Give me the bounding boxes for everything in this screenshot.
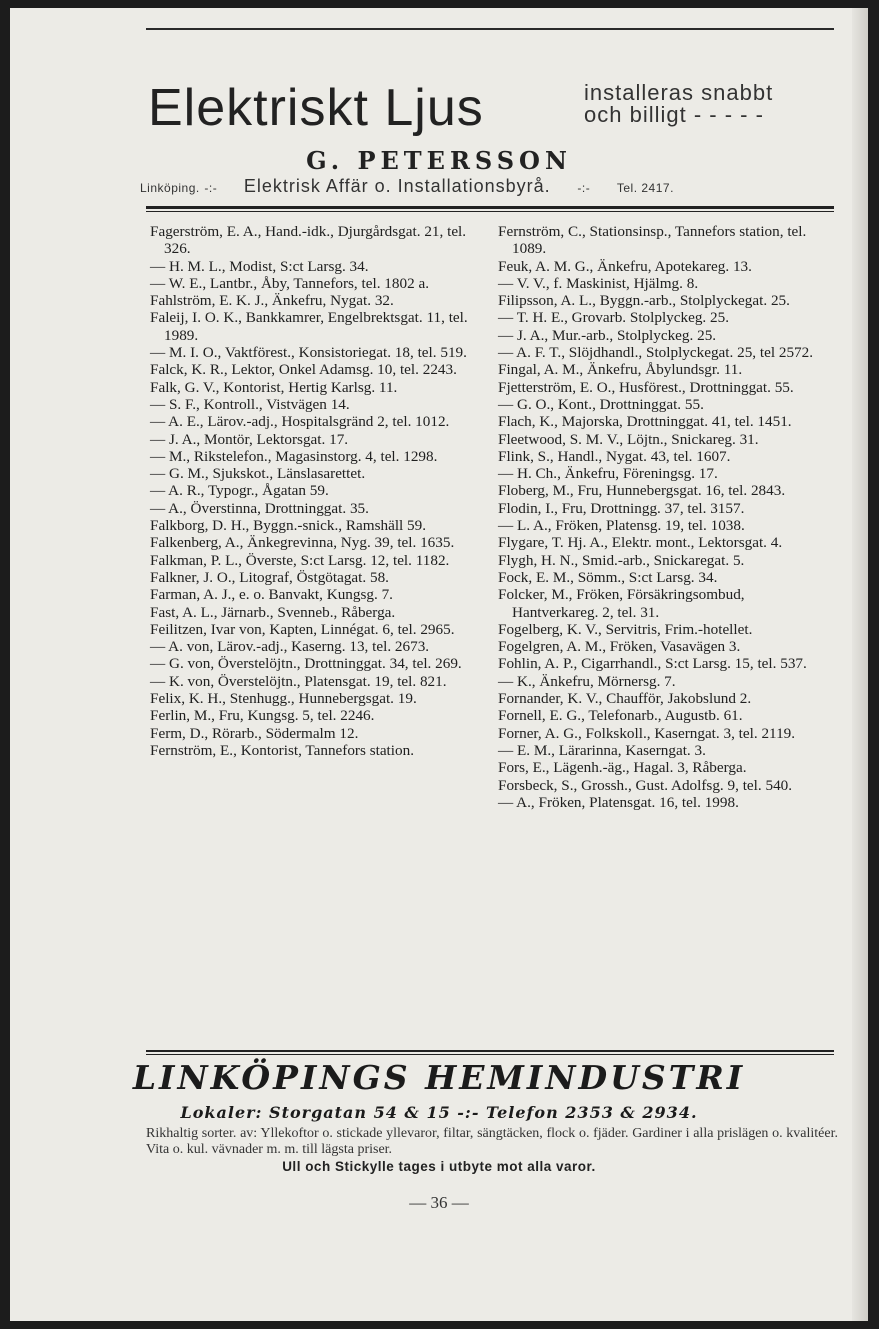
directory-entry: Fors, E., Lägenh.-äg., Hagal. 3, Råberga. <box>498 759 747 777</box>
hemindustri-subtitle: Lokaler: Storgatan 54 & 15 -:- Telefon 2353 & 2934. <box>180 1103 698 1122</box>
directory-entry: — E. M., Lärarinna, Kaserngat. 3. <box>498 741 706 759</box>
bottom-rule-thick <box>146 1050 834 1052</box>
directory-entry: Fingal, A. M., Änkefru, Åbylundsgr. 11. <box>498 361 743 379</box>
bottom-rule-thin <box>146 1054 834 1055</box>
directory-entry: Fernström, C., Stationsinsp., Tannefors station, tel. 1089. <box>498 223 807 258</box>
directory-entry: — H. M. L., Modist, S:ct Larsg. 34. <box>150 257 369 275</box>
directory-entry: Fleetwood, S. M. V., Löjtn., Snickareg. 31. <box>498 430 759 448</box>
directory-entry: Ferm, D., Rörarb., Södermalm 12. <box>150 724 359 742</box>
hemindustri-title: LINKÖPINGS HEMINDUSTRI <box>132 1058 746 1097</box>
directory-entry: — M., Rikstelefon., Magasinstorg. 4, tel. 1298. <box>150 447 438 465</box>
directory-entry: — L. A., Fröken, Platensg. 19, tel. 1038. <box>498 517 745 535</box>
ad-telephone: Tel. 2417. <box>616 181 674 195</box>
directory-entry: — A., Fröken, Platensgat. 16, tel. 1998. <box>498 793 739 811</box>
directory-entry: Filipsson, A. L., Byggn.-arb., Stolplyckegat. 25. <box>498 292 790 310</box>
directory-entry: Flach, K., Majorska, Drottninggat. 41, tel. 1451. <box>498 413 792 431</box>
ad-title-big: Elektriskt Ljus <box>148 79 484 137</box>
right-directory-column <box>498 223 834 811</box>
directory-entry: Fagerström, E. A., Hand.-idk., Djurgårdsgat. 21, tel. 326. <box>150 223 467 258</box>
ad-company-name: G. PETERSSON <box>306 146 572 175</box>
directory-entry: — A. von, Lärov.-adj., Kaserng. 13, tel. 2673. <box>150 638 430 656</box>
directory-entry: Falk, G. V., Kontorist, Hertig Karlsg. 11. <box>150 378 398 396</box>
page-edge-shadow <box>852 8 868 1321</box>
left-directory-column <box>150 223 486 759</box>
ad-title-small-line1: installeras snabbt <box>584 80 774 105</box>
directory-entry: — A. E., Lärov.-adj., Hospitalsgränd 2, tel. 1012. <box>150 413 450 431</box>
directory-page <box>10 8 868 1321</box>
directory-entry: Falkner, J. O., Litograf, Östgötagat. 58. <box>150 568 389 586</box>
directory-entry: — G. von, Överstelöjtn., Drottninggat. 34, tel. 269. <box>150 655 462 673</box>
hemindustri-description: Rikhaltig sorter. av: Yllekoftor o. stickade yllevaror, filtar, sängtäcken, flock o. fjäder. Gardiner i alla prislägen o. kvalitéer. Vita o. kul. vävnader m. m. till lägsta priser. <box>146 1126 838 1157</box>
directory-entry: Feuk, A. M. G., Änkefru, Apotekareg. 13. <box>498 257 752 275</box>
ad-firm: Elektrisk Affär o. Installationsbyrå. <box>243 176 551 196</box>
directory-entry: — M. I. O., Vaktförest., Konsistoriegat. 18, tel. 519. <box>150 344 467 362</box>
directory-entry: Ferlin, M., Fru, Kungsg. 5, tel. 2246. <box>150 707 375 725</box>
directory-entry: Flink, S., Handl., Nygat. 43, tel. 1607. <box>498 447 731 465</box>
directory-entry: Fernström, E., Kontorist, Tannefors station. <box>150 741 414 759</box>
ad-rule-thick <box>146 206 834 209</box>
directory-entry: Fock, E. M., Sömm., S:ct Larsg. 34. <box>498 568 718 586</box>
directory-entry: — W. E., Lantbr., Åby, Tannefors, tel. 1802 a. <box>150 274 430 292</box>
directory-entry: — A. F. T., Slöjdhandl., Stolplyckegat. 25, tel 2572. <box>498 344 814 362</box>
top-rule <box>146 28 834 30</box>
directory-entry: Falkman, P. L., Överste, S:ct Larsg. 12, tel. 1182. <box>150 551 450 569</box>
directory-entry: Fogelberg, K. V., Servitris, Frim.-hotellet. <box>498 620 753 638</box>
page-number: — 36 — <box>409 1193 469 1212</box>
directory-entry: Fornell, E. G., Telefonarb., Augustb. 61. <box>498 707 743 725</box>
electric-ad-header <box>148 78 848 148</box>
directory-entry: — A. R., Typogr., Ågatan 59. <box>150 482 329 500</box>
directory-entry: Farman, A. J., e. o. Banvakt, Kungsg. 7. <box>150 586 393 604</box>
directory-entry: Feilitzen, Ivar von, Kapten, Linnégat. 6, tel. 2965. <box>150 620 455 638</box>
directory-entry: — J. A., Montör, Lektorsgat. 17. <box>150 430 349 448</box>
directory-entry: Fornander, K. V., Chaufför, Jakobslund 2. <box>498 690 752 708</box>
directory-entry: — T. H. E., Grovarb. Stolplyckeg. 25. <box>498 309 730 327</box>
hemindustri-exchange-note: Ull och Stickylle tages i utbyte mot alla varor. <box>282 1159 596 1174</box>
directory-entry: Forsbeck, S., Grossh., Gust. Adolfsg. 9, tel. 540. <box>498 776 793 794</box>
ad-city: Linköping. <box>140 181 200 195</box>
directory-entry: Fast, A. L., Järnarb., Svenneb., Råberga. <box>150 603 396 621</box>
directory-entry: Floberg, M., Fru, Hunnebergsgat. 16, tel. 2843. <box>498 482 786 500</box>
directory-entry: — K., Änkefru, Mörnersg. 7. <box>498 672 676 690</box>
directory-entry: Falkenberg, A., Änkegrevinna, Nyg. 39, tel. 1635. <box>150 534 455 552</box>
directory-entry: Fjetterström, E. O., Husförest., Drottninggat. 55. <box>498 378 794 396</box>
directory-entry: — J. A., Mur.-arb., Stolplyckeg. 25. <box>498 326 717 344</box>
directory-entry: Flodin, I., Fru, Drottningg. 37, tel. 3157. <box>498 499 745 517</box>
directory-entry: — S. F., Kontroll., Vistvägen 14. <box>150 395 350 413</box>
directory-entry: — H. Ch., Änkefru, Föreningsg. 17. <box>498 465 718 483</box>
directory-entry: Felix, K. H., Stenhugg., Hunnebergsgat. 19. <box>150 690 417 708</box>
directory-entry: — V. V., f. Maskinist, Hjälmg. 8. <box>498 274 699 292</box>
directory-entry: Forner, A. G., Folkskoll., Kaserngat. 3, tel. 2119. <box>498 724 796 742</box>
directory-entry: Fahlström, E. K. J., Änkefru, Nygat. 32. <box>150 292 394 310</box>
directory-entry: — K. von, Överstelöjtn., Platensgat. 19, tel. 821. <box>150 672 447 690</box>
directory-entry: Fogelgren, A. M., Fröken, Vasavägen 3. <box>498 638 741 656</box>
directory-entry: Falkborg, D. H., Byggn.-snick., Ramshäll 59. <box>150 517 427 535</box>
ad-title-small <box>584 82 773 126</box>
directory-entry: Faleij, I. O. K., Bankkamrer, Engelbrektsgat. 11, tel. 1989. <box>150 309 468 344</box>
directory-entry: Falck, K. R., Lektor, Onkel Adamsg. 10, tel. 2243. <box>150 361 457 379</box>
directory-entry: Flygare, T. Hj. A., Elektr. mont., Lektorsgat. 4. <box>498 534 783 552</box>
directory-entry: Folcker, M., Fröken, Försäkringsombud, Hantverkareg. 2, tel. 31. <box>498 586 745 621</box>
ad-separator-2: -:- <box>577 181 591 195</box>
directory-entry: Flygh, H. N., Smid.-arb., Snickaregat. 5. <box>498 551 745 569</box>
directory-entry: — G. M., Sjukskot., Länslasarettet. <box>150 465 366 483</box>
ad-rule-thin <box>146 211 834 212</box>
ad-separator-1: -:- <box>204 181 218 195</box>
ad-address-line <box>140 176 840 197</box>
directory-entry: — G. O., Kont., Drottninggat. 55. <box>498 395 704 413</box>
directory-entry: — A., Överstinna, Drottninggat. 35. <box>150 499 369 517</box>
directory-entry: Fohlin, A. P., Cigarrhandl., S:ct Larsg. 15, tel. 537. <box>498 655 807 673</box>
ad-title-small-line2: och billigt - - - - - <box>584 102 764 127</box>
